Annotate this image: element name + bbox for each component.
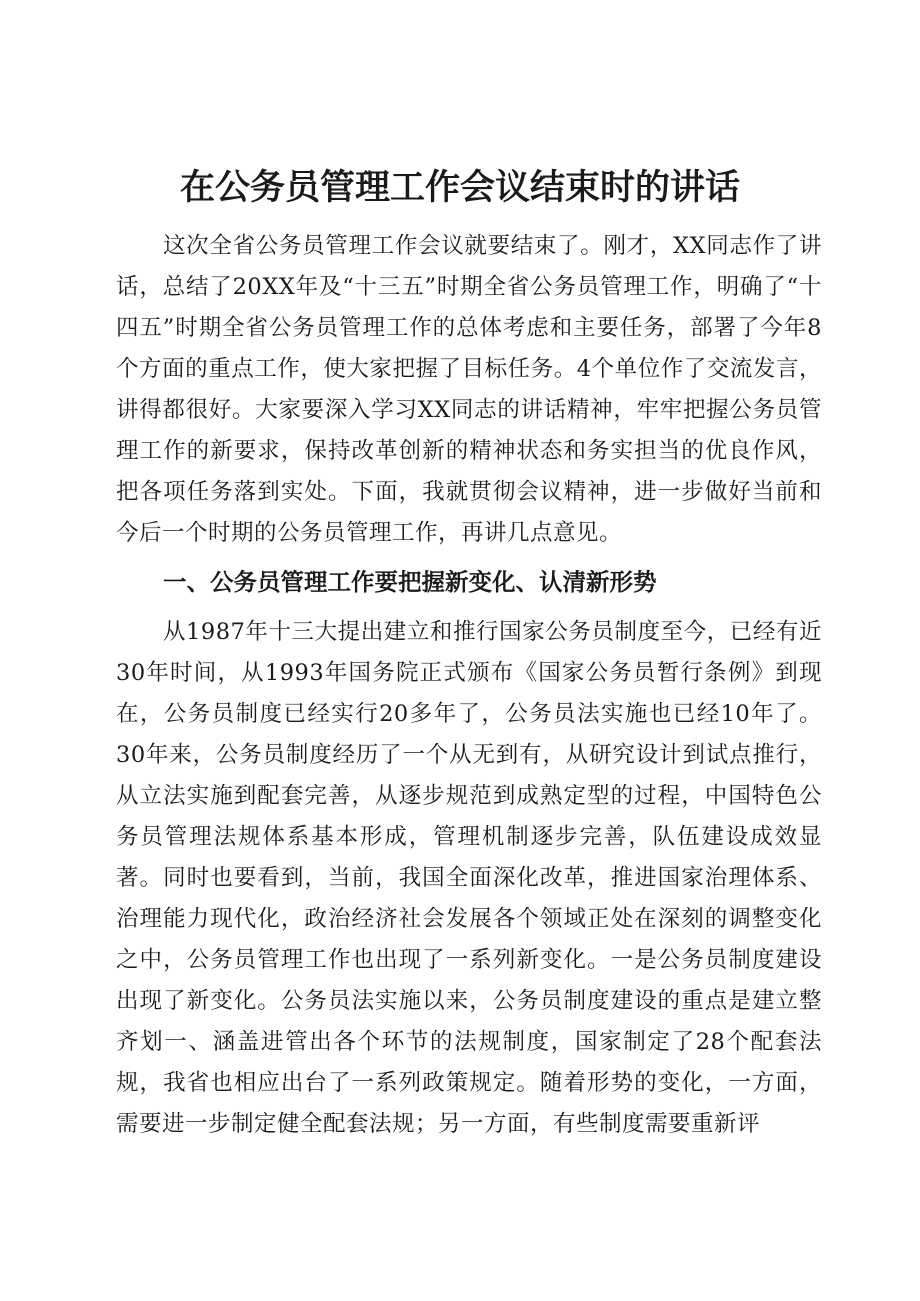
section-heading: 一、公务员管理工作要把握新变化、认清新形势	[163, 568, 657, 596]
paragraph-intro: 这次全省公务员管理工作会议就要结束了。刚才，XX同志作了讲话，总结了20XX年及“十三五”时期全省公务员管理工作，明确了“十四五”时期全省公务员管理工作的总体考虑和主要任务，部署了今年8个方面的重点工作，使大家把握了目标任务。4个单位作了交流发言，讲得都很好。大家要深入学习XX同志的讲话精神，牢牢把握公务员管理工作的新要求，保持改革创新的精神状态和务实担当的优良作风，把各项任务落到实处。下面，我就贯彻会议精神，进一步做好当前和今后一个时期的公务员管理工作，再讲几点意见。	[116, 233, 822, 546]
page-title: 在公务员管理工作会议结束时的讲话	[179, 168, 740, 208]
paragraph-section-1: 从1987年十三大提出建立和推行国家公务员制度至今，已经有近30年时间，从1993年国务院正式颁布《国家公务员暂行条例》到现在，公务员制度已经实行20多年了，公务员法实施也已经10年了。30年来，公务员制度经历了一个从无到有，从研究设计到试点推行，从立法实施到配套完善，从逐步规范到成熟定型的过程，中国特色公务员管理法规体系基本形成，管理机制逐步完善，队伍建设成效显著。同时也要看到，当前，我国全面深化改革，推进国家治理体系、治理能力现代化，政治经济社会发展各个领域正处在深刻的调整变化之中，公务员管理工作也出现了一系列新变化。一是公务员制度建设出现了新变化。公务员法实施以来，公务员制度建设的重点是建立整齐划一、涵盖进管出各个环节的法规制度，国家制定了28个配套法规，我省也相应出台了一系列政策规定。随着形势的变化，一方面，需要进一步制定健全配套法规；另一方面，有些制度需要重新评	[116, 619, 822, 1137]
